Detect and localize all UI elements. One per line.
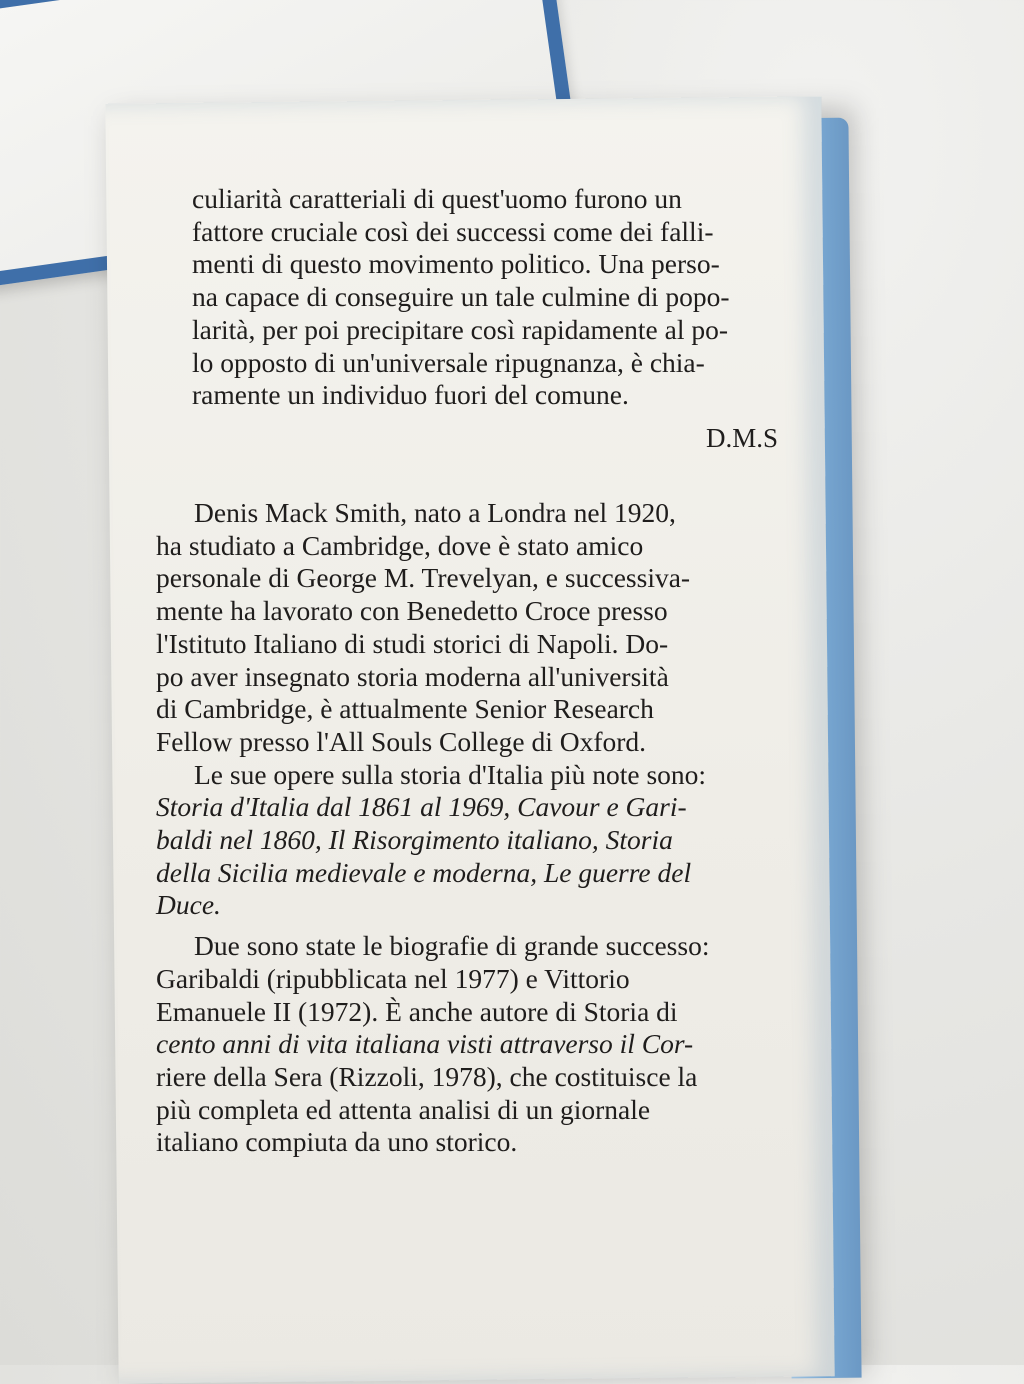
- blurb-line: culiarità caratteriali di quest'uomo furono un: [192, 183, 682, 214]
- blurb-paragraph: [192, 183, 730, 412]
- bio-line: della Sicilia medievale e moderna, Le guerre del: [156, 856, 692, 888]
- bio-line: po aver insegnato storia moderna all'università: [156, 660, 669, 692]
- blurb-line: ramente un individuo fuori del comune.: [192, 379, 629, 411]
- bio-line: Fellow presso l'All Souls College di Oxford.: [156, 725, 647, 757]
- bio-line: Le sue opere sulla storia d'Italia più note sono:: [194, 758, 707, 790]
- bio-line: personale di George M. Trevelyan, e successiva-: [156, 562, 691, 594]
- bio-line: baldi nel 1860, Il Risorgimento italiano, Storia: [156, 824, 673, 856]
- bio-line: riere della Sera (Rizzoli, 1978), che costituisce la: [156, 1060, 698, 1092]
- bio-line: l'Istituto Italiano di studi storici di Napoli. Do-: [156, 627, 669, 659]
- blurb-line: lo opposto di un'universale ripugnanza, è chia-: [192, 346, 705, 378]
- bio-line: Storia d'Italia dal 1861 al 1969, Cavour e Gari-: [156, 791, 687, 823]
- author-initials: D.M.S: [706, 423, 779, 453]
- blurb-line: menti di questo movimento politico. Una perso-: [192, 248, 720, 280]
- bio-line: Emanuele II (1972). È anche autore di Storia di: [156, 995, 678, 1027]
- bio-line: Duce.: [156, 889, 221, 921]
- bio-line: Due sono state le biografie di grande successo:: [194, 930, 710, 962]
- bio-line: più completa ed attenta analisi di un giornale: [156, 1093, 651, 1125]
- bio-line: cento anni di vita italiana visti attraverso il Cor-: [156, 1028, 694, 1060]
- blurb-line: na capace di conseguire un tale culmine di popo-: [192, 281, 730, 313]
- bio-line: italiano compiuta da uno storico.: [156, 1126, 518, 1158]
- blurb-line: fattore cruciale così dei successi come dei falli-: [192, 215, 714, 247]
- bio-line: Garibaldi (ripubblicata nel 1977) e Vittorio: [156, 962, 630, 994]
- bio-line: Denis Mack Smith, nato a Londra nel 1920,: [194, 497, 676, 528]
- bio-line: mente ha lavorato con Benedetto Croce presso: [156, 595, 668, 627]
- blurb-line: larità, per poi precipitare così rapidamente al po-: [192, 313, 729, 345]
- bio-line: ha studiato a Cambridge, dove è stato amico: [156, 529, 644, 561]
- author-bio: [156, 497, 709, 1159]
- bio-line: di Cambridge, è attualmente Senior Research: [156, 693, 654, 725]
